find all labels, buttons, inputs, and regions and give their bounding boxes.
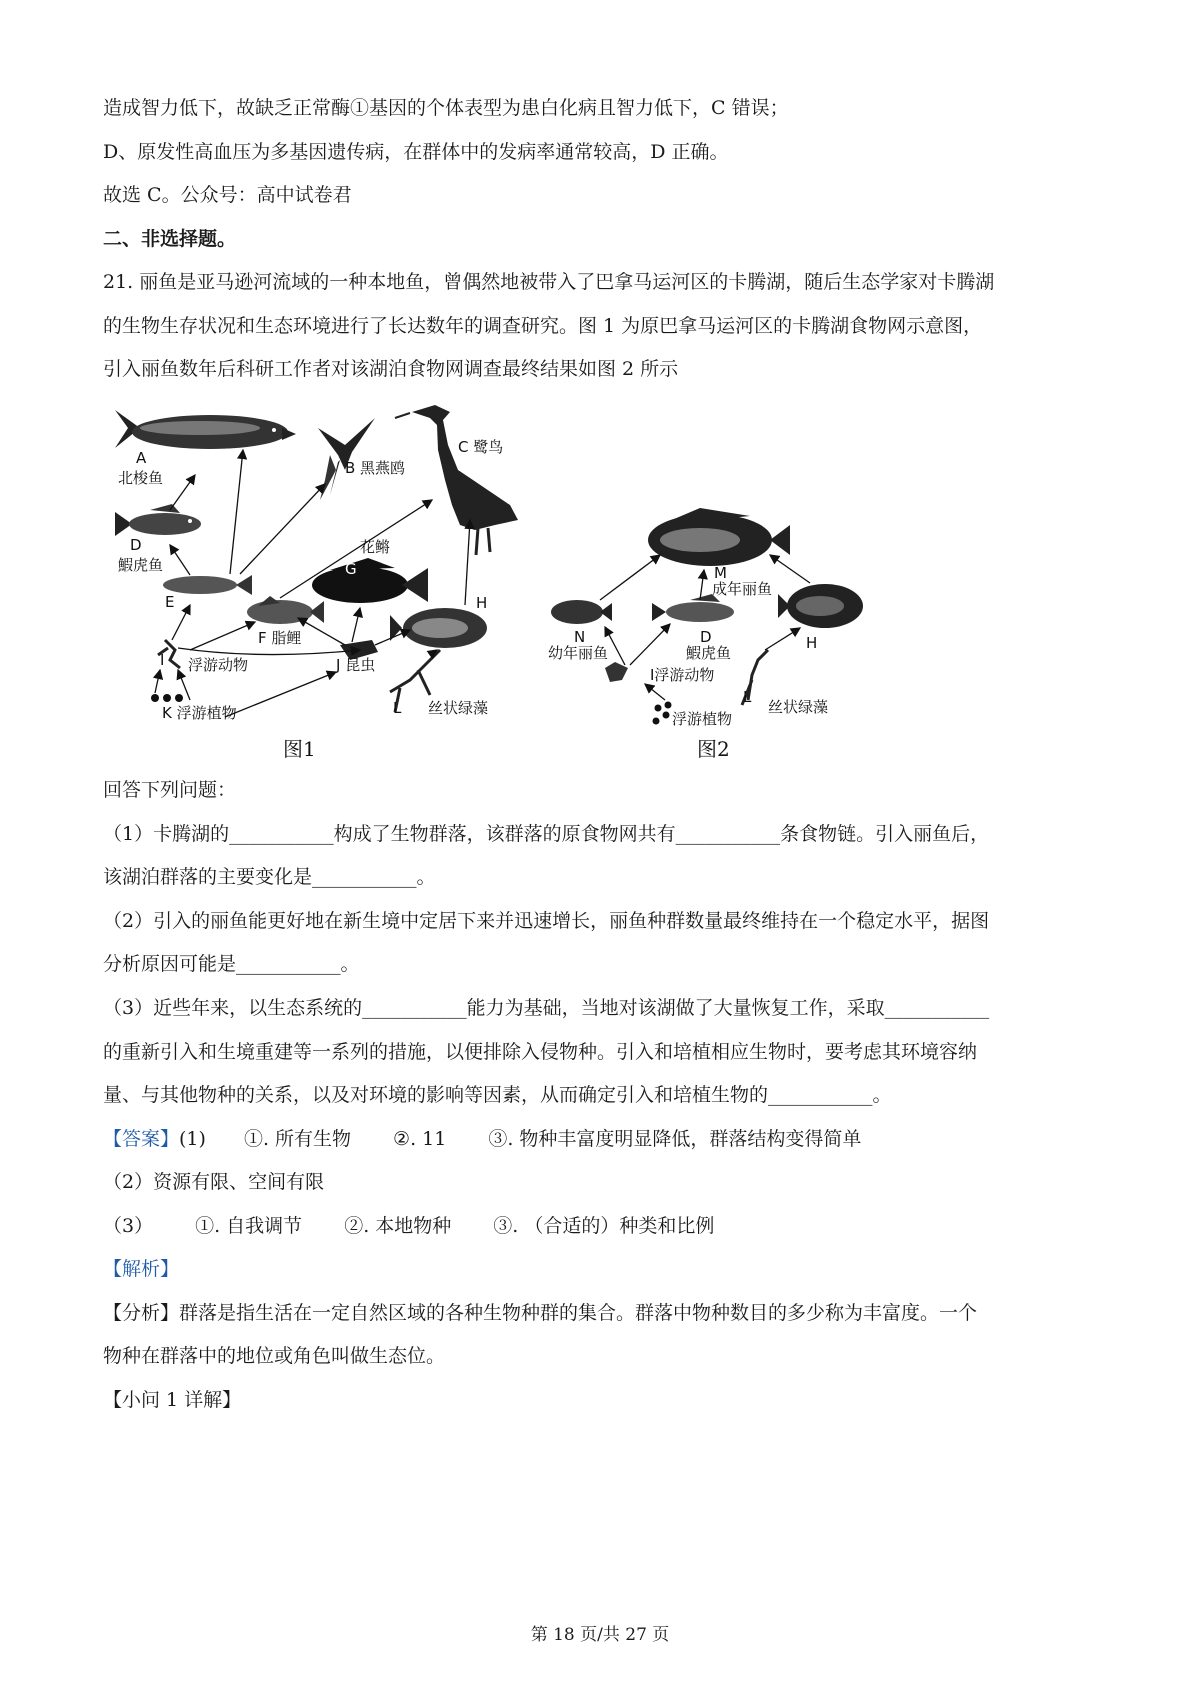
answer-tag: 【答案】 bbox=[103, 1128, 180, 1150]
label-I-name: 浮游动物 bbox=[188, 656, 249, 674]
molly-fish-icon bbox=[312, 558, 428, 603]
label-B: B 黑燕鸥 bbox=[345, 459, 406, 477]
question-line-3: 引入丽鱼数年后科研工作者对该湖泊食物网调查最终结果如图 2 所示 bbox=[103, 358, 679, 380]
label-M: M bbox=[714, 564, 727, 582]
label-L2-name: 丝状绿藻 bbox=[768, 698, 829, 716]
subq3-line-3: 量、与其他物种的关系，以及对环境的影响等因素，从而确定引入和培植生物的___________。 bbox=[103, 1084, 892, 1106]
answer-row-1 bbox=[103, 1126, 861, 1152]
section-heading: 二、非选择题。 bbox=[103, 228, 237, 250]
label-H2: H bbox=[806, 634, 818, 652]
answer-r3-c: ③. （合适的）种类和比例 bbox=[493, 1215, 715, 1237]
fish-H-icon bbox=[390, 608, 487, 648]
label-G-letter: G bbox=[345, 560, 357, 578]
pike-fish-icon bbox=[115, 410, 296, 449]
goby-fish-2-icon bbox=[652, 594, 734, 622]
analysis-sub-heading: 【小问 1 详解】 bbox=[103, 1389, 242, 1411]
analysis-tag: 【解析】 bbox=[103, 1258, 180, 1280]
analysis-line-1: 【分析】群落是指生活在一定自然区域的各种生物种群的集合。群落中物种数目的多少称为丰富度。一个 bbox=[103, 1302, 978, 1324]
label-F: F 脂鲤 bbox=[258, 629, 302, 647]
label-L2: L bbox=[743, 688, 752, 706]
figure-2-caption: 图2 bbox=[697, 737, 730, 761]
label-N: N bbox=[574, 628, 586, 646]
answer-r1-b: ②. 11 bbox=[393, 1128, 447, 1150]
answer-r3-a: ①. 自我调节 bbox=[195, 1215, 303, 1237]
label-N-name: 幼年丽鱼 bbox=[548, 644, 609, 662]
goby-fish-icon bbox=[115, 504, 201, 536]
answer-r1-a: ①. 所有生物 bbox=[243, 1128, 352, 1150]
figure-1-caption: 图1 bbox=[283, 737, 316, 761]
answer-prompt: 回答下列问题： bbox=[103, 779, 237, 801]
prev-answer-line-3: 故选 C。公众号：高中试卷君 bbox=[103, 184, 352, 206]
label-L: L bbox=[393, 699, 402, 717]
fish-H-2-icon bbox=[778, 584, 863, 628]
label-E: E bbox=[165, 593, 175, 611]
subq1-line-2: 该湖泊群落的主要变化是___________。 bbox=[103, 866, 436, 888]
label-A-letter: A bbox=[136, 449, 147, 467]
figure-2 bbox=[548, 508, 863, 761]
answer-row-2: （2）资源有限、空间有限 bbox=[103, 1171, 325, 1193]
label-C: C 鹭鸟 bbox=[458, 438, 504, 456]
answer-r1-num: (1) bbox=[179, 1128, 206, 1150]
answer-row-3 bbox=[103, 1213, 714, 1239]
subq2-line-1: （2）引入的丽鱼能更好地在新生境中定居下来并迅速增长，丽鱼种群数量最终维持在一个稳定水平，据图 bbox=[103, 910, 990, 932]
label-D2-name: 鰕虎鱼 bbox=[686, 644, 732, 662]
adult-cichlid-icon bbox=[648, 508, 790, 566]
answer-r1-c: ③. 物种丰富度明显降低，群落结构变得简单 bbox=[488, 1128, 862, 1150]
label-K: K 浮游植物 bbox=[162, 704, 237, 722]
label-G-name: 花鳉 bbox=[360, 538, 391, 556]
prev-answer-line-1: 造成智力低下，故缺乏正常酶①基因的个体表型为患白化病且智力低下，C 错误； bbox=[103, 97, 789, 119]
label-D-letter: D bbox=[130, 536, 142, 554]
subq3-line-1: （3）近些年来，以生态系统的___________能力为基础，当地对该湖做了大量恢复工作，采取___________ bbox=[103, 997, 990, 1019]
juvenile-cichlid-icon bbox=[551, 600, 612, 624]
characin-fish-icon bbox=[247, 596, 324, 624]
phytoplankton-icon bbox=[151, 694, 183, 702]
question-line-2: 的生物生存状况和生态环境进行了长达数年的调查研究。图 1 为原巴拿马运河区的卡腾湖食物网示意图， bbox=[103, 315, 983, 337]
question-line-1: 21. 丽鱼是亚马逊河流域的一种本地鱼，曾偶然地被带入了巴拿马运河区的卡腾湖，随后生态学家对卡腾湖 bbox=[103, 271, 995, 293]
food-web-figures bbox=[0, 0, 1200, 780]
figure-1 bbox=[115, 405, 518, 761]
prev-answer-line-2: D、原发性高血压为多基因遗传病，在群体中的发病率通常较高，D 正确。 bbox=[103, 141, 729, 163]
label-A-name: 北梭鱼 bbox=[118, 469, 164, 487]
small-fish-E-icon bbox=[163, 575, 252, 595]
label-M-name: 成年丽鱼 bbox=[712, 580, 773, 598]
subq2-line-2: 分析原因可能是___________。 bbox=[103, 953, 360, 975]
page-footer: 第 18 页/共 27 页 bbox=[530, 1625, 670, 1645]
label-I2: I浮游动物 bbox=[650, 666, 715, 684]
label-L-name: 丝状绿藻 bbox=[428, 699, 489, 717]
heron-bird-icon bbox=[395, 405, 518, 555]
label-H: H bbox=[476, 594, 488, 612]
label-D-name: 鰕虎鱼 bbox=[118, 556, 164, 574]
answer-r3-num: （3） bbox=[103, 1215, 154, 1237]
subq3-line-2: 的重新引入和生境重建等一系列的措施，以便排除入侵物种。引入和培植相应生物时，要考虑其环境容纳 bbox=[103, 1041, 978, 1063]
label-K2-name: 浮游植物 bbox=[672, 710, 733, 728]
subq1-line-1: （1）卡腾湖的___________构成了生物群落，该群落的原食物网共有___________条食物链。引入丽鱼后， bbox=[103, 823, 990, 845]
answer-r3-b: ②. 本地物种 bbox=[344, 1215, 452, 1237]
analysis-line-2: 物种在群落中的地位或角色叫做生态位。 bbox=[103, 1345, 446, 1367]
phytoplankton-2-icon bbox=[653, 702, 672, 725]
label-J: J 昆虫 bbox=[336, 656, 376, 674]
label-I: I bbox=[160, 651, 165, 669]
label-D2: D bbox=[700, 628, 712, 646]
